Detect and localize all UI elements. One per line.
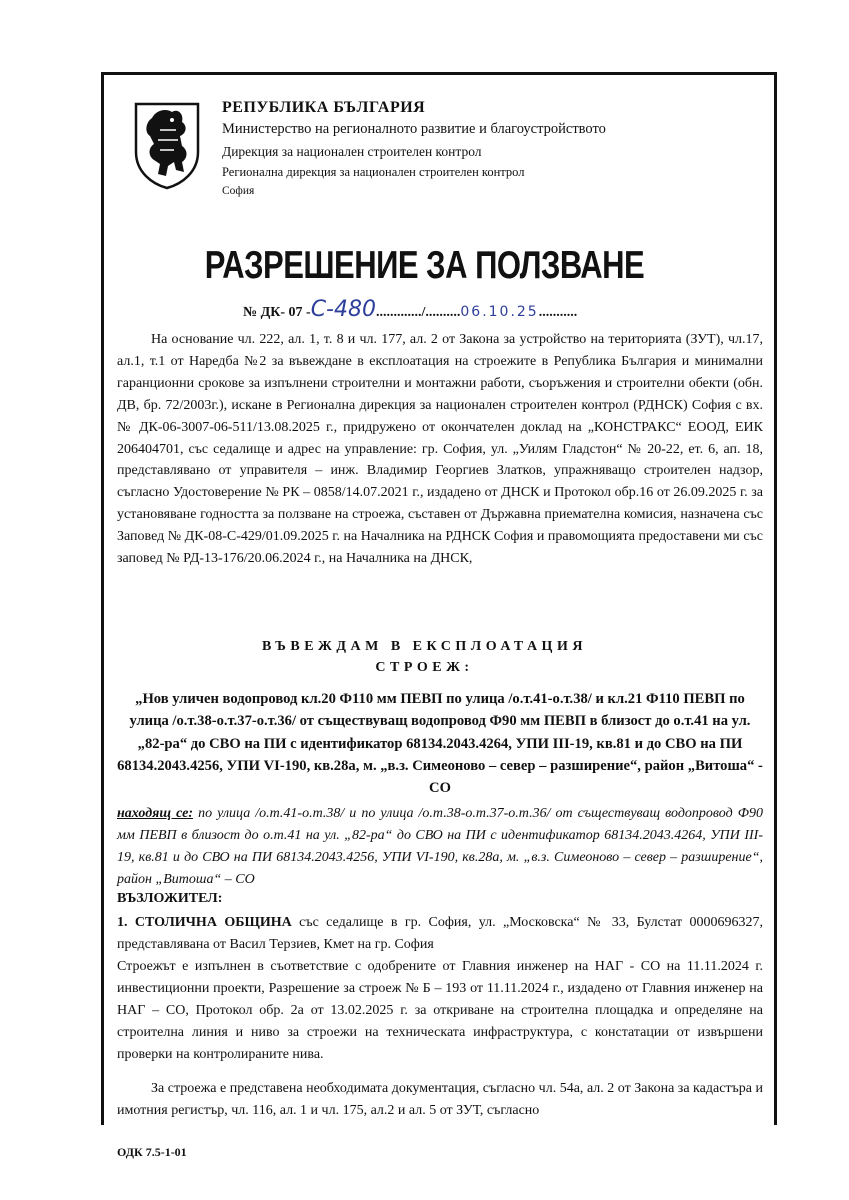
assignor-paragraph xyxy=(117,912,763,956)
footer-code: ОДК 7.5-1-01 xyxy=(117,1145,187,1159)
doc-number-dots-a: ............. xyxy=(375,305,422,320)
document-title: РАЗРЕШЕНИЕ ЗА ПОЛЗВАНЕ xyxy=(204,243,645,287)
heading-commissioning: ВЪВЕЖДАМ В ЕКСПЛОАТАЦИЯ xyxy=(262,639,587,654)
doc-number-prefix: № ДК- 07 - xyxy=(243,305,311,320)
regional-directorate-name: Регионална дирекция за национален строителен контрол xyxy=(222,165,525,179)
preamble-paragraph: На основание чл. 222, ал. 1, т. 8 и чл. 177, ал. 2 от Закона за устройство на територията (ЗУТ), чл.17, ал.1, т.1 от Наредба №2 за въвеждане в експлоатация на строежите в Република България и минимални гаранционни срокове за изпълнени строителни и монтажни работи, съоръжения и строителни обекти (обн. ДВ, бр. 72/2003г.), искане в Регионална дирекция за национален строителен контрол (РДНСК) София с вх. № ДК-06-3007-06-511/13.08.2025 г., придружено от окончателен доклад на „КОНСТРАКС“ ЕООД, ЕИК 206404701, със седалище и адрес на управление: гр. София, ул. „Уилям Гладстон“ № 20-22, ет. 6, ап. 18, представлявано от управителя – инж. Владимир Георгиев Златков, упражняващо строителен надзор, съгласно Удостоверение № РК – 0858/14.07.2021 г., издадено от ДНСК и Протокол обр.16 от 26.09.2025 г. за установяване годността за ползване на строежа, съставен от Държавна приемателна комисия, назначена със Заповед № ДК-08-С-429/01.09.2025 г. на Началника на РДНСК София и правомощията предоставени ми със заповед № РД-13-176/20.06.2024 г., на Началника на ДНСК, xyxy=(117,332,763,567)
document-number xyxy=(243,297,577,322)
location-text: по улица /о.т.41-о.т.38/ и по улица /о.т.38-о.т.37-о.т.36/ от съществуващ водопровод Ф90 мм ПЕВП в близост до о.т.41 на ул. „82-ра“ до СВО на ПИ с идентификатор 68134.2043.4264, УПИ III-19, кв.81 и до СВО на ПИ 68134.2043.4256, УПИ VI-190, кв.28а, м. „в.з. Симеоново – север – разширение“, район „Витоша“ – СО xyxy=(117,806,764,887)
assignor-label: ВЪЗЛОЖИТЕЛ: xyxy=(117,891,223,906)
coat-of-arms-icon xyxy=(132,100,202,190)
location-label: находящ се: xyxy=(117,806,194,821)
institution-header xyxy=(222,100,606,197)
heading-construction: СТРОЕЖ: xyxy=(375,660,474,675)
doc-number-separator: / xyxy=(421,305,426,320)
compliance-paragraph: Строежът е изпълнен в съответствие с одобрените от Главния инженер на НАГ - СО на 11.11.2024 г. инвестиционни проекти, Разрешение за строеж № Б – 193 от 11.11.2024 г., издадено от Главния инженер на НАГ – СО, Протокол обр. 2а от 13.02.2025 г. за откриване на строителна площадка и определяне на строителна линия и ниво за строежи на техническата инфраструктура, с констатации от извършени проверки на контролираните нива. xyxy=(117,959,763,1062)
handwritten-date: 06.10.25 xyxy=(460,304,539,320)
assignor-name: 1. СТОЛИЧНА ОБЩИНА xyxy=(117,915,292,930)
handwritten-number: С-480 xyxy=(310,297,376,322)
directorate-name: Дирекция за национален строителен контрол xyxy=(222,143,482,159)
doc-number-dots-c: ........... xyxy=(538,305,578,320)
object-name: „Нов уличен водопровод кл.20 Ф110 мм ПЕВП по улица /о.т.41-о.т.38/ и кл.21 Ф110 ПЕВП по улица /о.т.38-о.т.37-о.т.36/ от съществуващ водопровод Ф90 мм ПЕВП в близост до о.т.41 на ул. „82-ра“ до СВО на ПИ с идентификатор 68134.2043.4264, УПИ III-19, кв.81 и до СВО на ПИ 68134.2043.4256, УПИ VI-190, кв.28а, м. „в.з. Симеоново – север – разширение“, район „Витоша“ - СО xyxy=(117,691,763,797)
ministry-name: Министерство на регионалното развитие и благоустройството xyxy=(222,121,606,137)
country-name: РЕПУБЛИКА БЪЛГАРИЯ xyxy=(222,99,426,116)
doc-number-dots-b: .......... xyxy=(425,305,461,320)
assignor-text: със седалище в гр. София, ул. „Московска“ № 33, Булстат 0000696327, представлявана от Васил Терзиев, Кмет на гр. София xyxy=(117,915,763,952)
location-paragraph xyxy=(117,803,763,891)
documentation-paragraph: За строежа е представена необходимата документация, съгласно чл. 54а, ал. 2 от Закона за кадастъра и имотния регистър, чл. 116, ал. 1 и чл. 175, ал.2 и ал. 5 от ЗУТ, съгласно xyxy=(117,1081,763,1118)
city-name: София xyxy=(222,184,255,197)
